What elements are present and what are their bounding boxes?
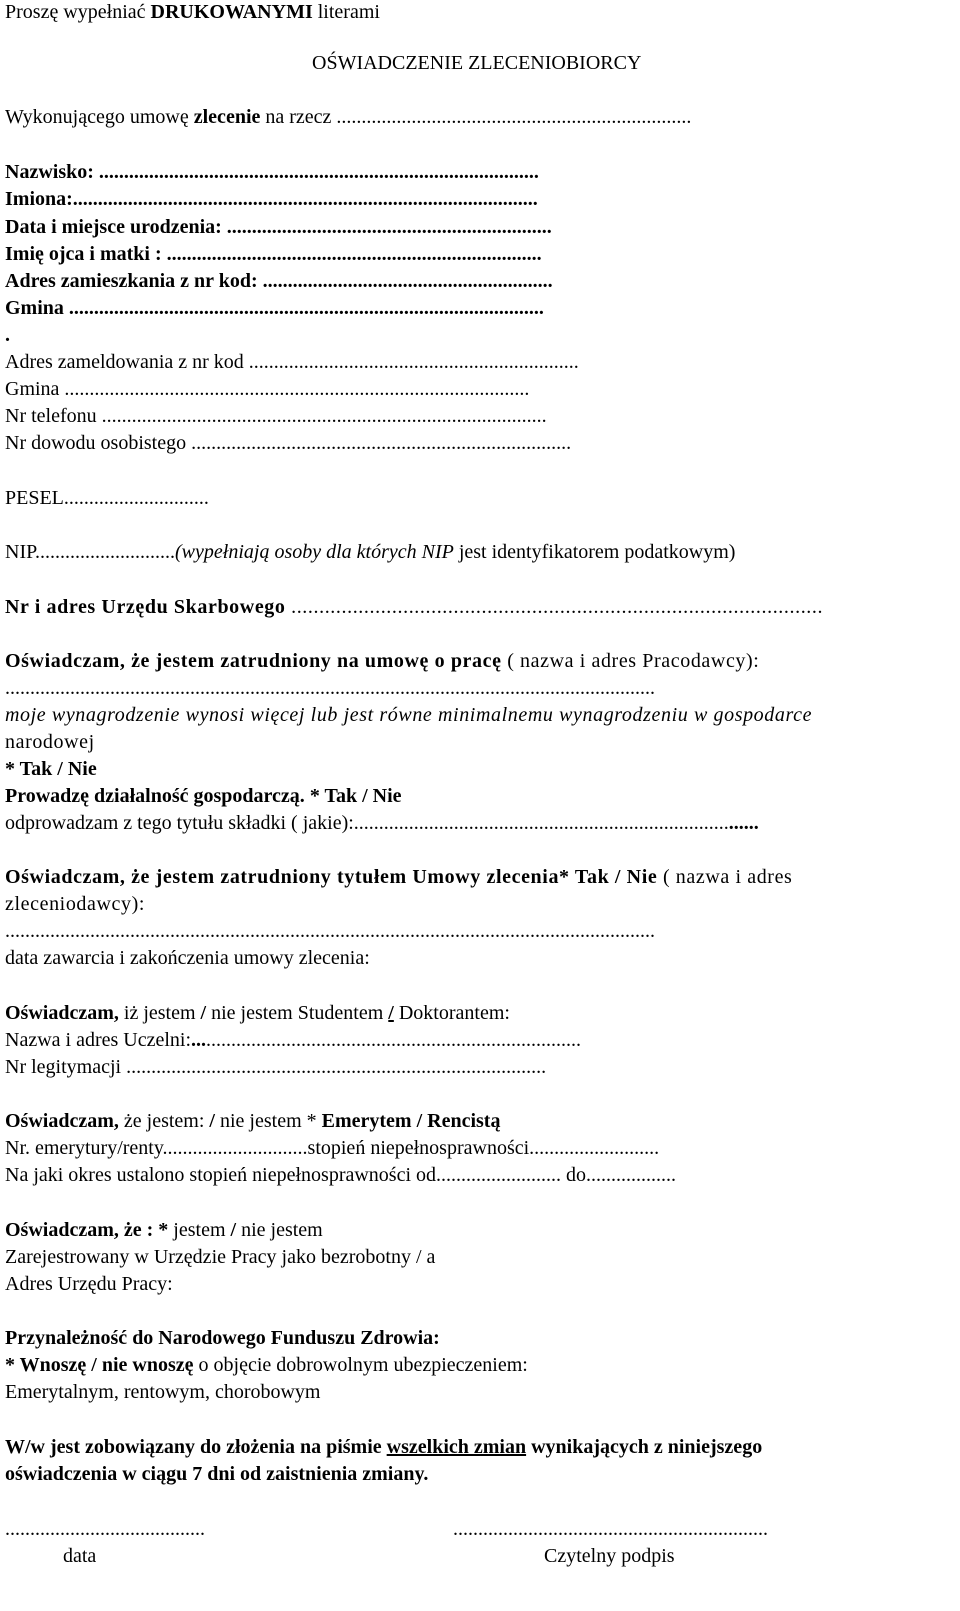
signature-dots: ............................................................... — [453, 1518, 768, 1540]
unemployed-label: Oświadczam, że : * — [5, 1219, 169, 1241]
unemployed-statement — [5, 1218, 323, 1242]
signature-label: Czytelny podpis — [544, 1545, 675, 1567]
tax-office-label: Nr i adres Urzędu Skarbowego — [5, 596, 292, 618]
mandate-statement — [5, 865, 792, 889]
student-is: iż jestem — [118, 1002, 201, 1024]
wage-yes-no: * Tak / Nie — [5, 758, 97, 780]
nip-label: NIP............................ — [5, 541, 176, 563]
pension-status: Emerytem / Rencistą — [321, 1110, 501, 1132]
contract-line — [5, 105, 691, 129]
date-label: data — [63, 1545, 97, 1567]
obligation-line-1 — [5, 1435, 762, 1459]
instruction-emphasis: DRUKOWANYMI — [150, 1, 313, 23]
field-address: Adres zamieszkania z nr kod: .......................................................... — [5, 270, 553, 292]
contributions-label: odprowadzam z tego tytułu składki ( jakie):........................................................................... — [5, 812, 729, 834]
nfz-insurance-text: o objęcie dobrowolnym ubezpieczeniem: — [193, 1354, 528, 1376]
mandate-label: Oświadczam, że jestem zatrudniony tytułem Umowy zlecenia* Tak / Nie — [5, 866, 658, 888]
business-yes-no: * Tak / Nie — [304, 785, 402, 807]
pension-slash: / — [209, 1110, 215, 1132]
university-label: Nazwa i adres Uczelni: — [5, 1029, 192, 1051]
unemployed-registered: Zarejestrowany w Urzędzie Pracy jako bezrobotny / a — [5, 1246, 436, 1268]
university-dots: ........................................................................... — [206, 1029, 582, 1051]
nip-note-end: jest identyfikatorem podatkowym) — [453, 541, 736, 563]
field-phone: Nr telefonu ......................................................................................... — [5, 405, 547, 427]
pension-number-line: Nr. emerytury/renty.............................stopień niepełnosprawności.......................... — [5, 1137, 660, 1159]
field-registered-address: Adres zameldowania z nr kod .................................................................. — [5, 351, 579, 373]
employment-label: Oświadczam, że jestem zatrudniony na umowę o pracę — [5, 650, 502, 672]
pension-statement — [5, 1109, 500, 1133]
pension-is-not: nie jestem * — [214, 1110, 322, 1132]
unemployed-is: jestem — [168, 1219, 231, 1241]
mandate-dots: .................................................................................................................................. — [5, 920, 655, 942]
date-signature-dots: ........................................ — [5, 1518, 205, 1540]
nfz-insurance-types: Emerytalnym, rentowym, chorobowym — [5, 1381, 321, 1403]
student-statement — [5, 1001, 510, 1025]
pension-is: że jestem: — [118, 1110, 210, 1132]
mandate-line-2: zleceniodawcy): — [5, 893, 146, 915]
field-gmina-1: Gmina ............................................................................................... — [5, 297, 544, 319]
student-slash-2: / — [388, 1002, 394, 1024]
mandate-note: ( nazwa i adres — [657, 866, 793, 888]
obligation-line-2: oświadczenia w ciągu 7 dni od zaistnienia zmiany. — [5, 1463, 429, 1485]
separator-dot: . — [5, 324, 10, 346]
nfz-title: Przynależność do Narodowego Funduszu Zdrowia: — [5, 1327, 440, 1349]
disability-period-line: Na jaki okres ustalono stopień niepełnosprawności od......................... do.................. — [5, 1164, 677, 1186]
university-dots-bold: ... — [191, 1029, 207, 1051]
nfz-choice: * Wnoszę / nie wnoszę — [5, 1354, 194, 1376]
university-line — [5, 1028, 581, 1052]
field-pesel: PESEL............................. — [5, 487, 209, 509]
unemployed-slash: / — [230, 1219, 237, 1241]
contract-type: zlecenie — [193, 106, 261, 128]
field-parents: Imię ojca i matki : ........................................................................... — [5, 243, 542, 265]
labour-office-address: Adres Urzędu Pracy: — [5, 1273, 173, 1295]
student-is-not: nie jestem Studentem — [206, 1002, 389, 1024]
wage-line-2: narodowej — [5, 731, 95, 753]
contract-party-field: na rzecz ....................................................................... — [260, 106, 692, 128]
contract-text: Wykonującego umowę — [5, 106, 194, 128]
obligation-emphasis: wszelkich zmian — [386, 1436, 527, 1458]
field-tax-office — [5, 595, 823, 619]
instruction-text: Proszę wypełniać — [5, 1, 151, 23]
business-label: Prowadzę działalność gospodarczą. — [5, 785, 305, 807]
student-doctoral: Doktorantem: — [393, 1002, 510, 1024]
student-label: Oświadczam, — [5, 1002, 119, 1024]
contributions-dots: ...... — [728, 812, 759, 834]
field-birth: Data i miejsce urodzenia: ................................................................. — [5, 216, 552, 238]
field-gmina-2: Gmina ............................................................................................. — [5, 378, 530, 400]
employment-note: ( nazwa i adres Pracodawcy): — [501, 650, 760, 672]
student-slash-1: / — [200, 1002, 207, 1024]
field-nazwisko: Nazwisko: ........................................................................................ — [5, 161, 539, 183]
obligation-text-end: wynikających z niniejszego — [526, 1436, 763, 1458]
contributions-line — [5, 811, 759, 835]
tax-office-dots: ............................................................................................... — [291, 596, 824, 618]
pension-label: Oświadczam, — [5, 1110, 119, 1132]
wage-line-1: moje wynagrodzenie wynosi więcej lub jest równe minimalnemu wynagrodzeniu w gospodarce — [5, 704, 813, 726]
document-title: OŚWIADCZENIE ZLECENIOBIORCY — [312, 52, 642, 74]
instruction-line — [5, 0, 380, 24]
business-line — [5, 784, 402, 808]
instruction-text-end: literami — [312, 1, 380, 23]
field-nip — [5, 540, 735, 564]
employment-dots: .................................................................................................................................. — [5, 677, 655, 699]
employment-statement — [5, 649, 759, 673]
nip-note: (wypełniają osoby dla których NIP — [175, 541, 454, 563]
obligation-text: W/w jest zobowiązany do złożenia na piśmie — [5, 1436, 387, 1458]
field-id-card: Nr dowodu osobistego ............................................................................ — [5, 432, 572, 454]
mandate-dates: data zawarcia i zakończenia umowy zlecenia: — [5, 947, 370, 969]
student-id-line: Nr legitymacji .................................................................................... — [5, 1056, 547, 1078]
field-imiona: Imiona:............................................................................................. — [5, 188, 538, 210]
unemployed-is-not: nie jestem — [236, 1219, 323, 1241]
nfz-insurance-line — [5, 1353, 528, 1377]
